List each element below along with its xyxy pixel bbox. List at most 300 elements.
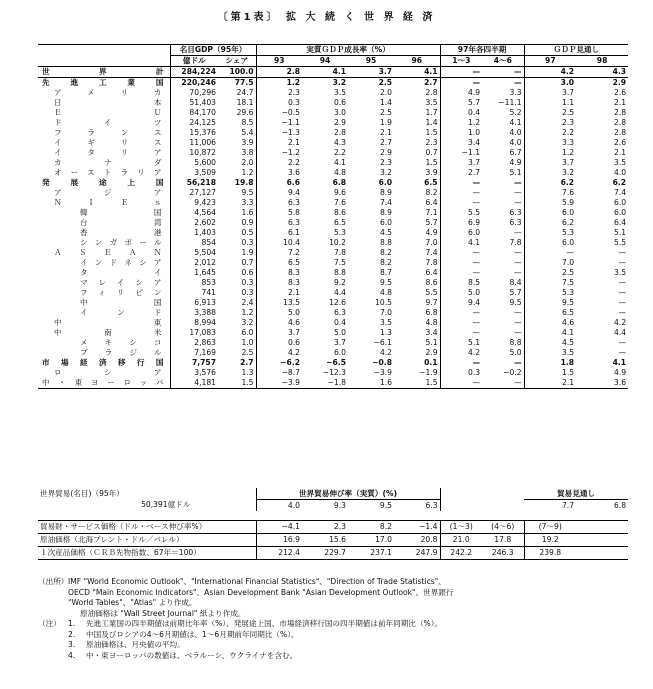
source-label: （出所） — [38, 577, 69, 586]
table-row — [38, 278, 628, 288]
cell-g93: 8.3 — [287, 278, 301, 287]
cell-share: 3.2 — [218, 318, 256, 328]
price-outlook: 19.2 — [524, 534, 576, 547]
cell-o97: 1.1 — [562, 98, 575, 107]
table-row — [38, 198, 628, 208]
cell-g93: 4.6 — [287, 318, 301, 327]
cell-o98: 4.4 — [614, 328, 627, 337]
table-row — [38, 208, 628, 218]
cell-q2: 4.0 — [482, 128, 524, 138]
header-year-95: 95 — [348, 56, 394, 67]
cell-g93: −3.9 — [256, 378, 302, 389]
cell-g93: 6.6 — [286, 178, 301, 187]
cell-o98: 4.0 — [614, 168, 627, 177]
trade-growth-93: 4.0 — [256, 500, 302, 512]
cell-q1: 9.4 — [467, 298, 481, 307]
cell-g95: 7.0 — [379, 308, 393, 317]
row-label: 先進工業国 — [42, 78, 164, 87]
cell-o98: 3.5 — [614, 158, 627, 167]
note-number: 4. — [68, 650, 76, 660]
table-row — [38, 158, 628, 168]
table-row — [38, 218, 628, 228]
cell-g94: 6.0 — [333, 348, 347, 357]
cell-g96: 0.1 — [394, 358, 440, 368]
cell-o97: 6.5 — [562, 308, 575, 317]
cell-g95: −0.8 — [372, 358, 393, 367]
cell-g94: 3.2 — [332, 78, 347, 87]
cell-q2: 7.8 — [482, 238, 524, 248]
cell-gdp: 11,006 — [189, 138, 216, 147]
cell-o98: 4.9 — [614, 368, 627, 377]
header-gdp-unit: 億ドル — [170, 56, 218, 67]
table-row — [38, 178, 628, 188]
cell-g95: 8.7 — [379, 268, 393, 277]
price-row-label: １次産品価格（ＣＲＢ先物指数、67年＝100） — [38, 547, 256, 560]
cell-q1: 1.0 — [467, 128, 481, 137]
cell-o97: 3.0 — [560, 78, 575, 87]
cell-o97: 4.2 — [524, 67, 576, 78]
cell-share: 1.5 — [218, 378, 256, 389]
table-row — [38, 98, 628, 108]
cell-g95: 8.2 — [379, 248, 393, 257]
row-label: 発展途上国 — [42, 178, 164, 187]
cell-o97: 5.9 — [562, 198, 575, 207]
cell-gdp: 17,083 — [189, 328, 216, 337]
cell-g94: 7.6 — [333, 198, 347, 207]
cell-g96: 1.5 — [394, 158, 440, 168]
table-row — [38, 78, 628, 89]
cell-share: 1.3 — [218, 368, 256, 378]
price-row-label: 原油価格（北海ブレント・ドル／バレル） — [38, 534, 256, 547]
cell-q1: — — [472, 328, 481, 337]
cell-share: 1.2 — [218, 308, 256, 318]
source-line: "World Tables"、"Atlas" より作成。 — [68, 598, 197, 607]
cell-g95: 2.3 — [379, 158, 393, 167]
price-94: 15.6 — [302, 534, 348, 547]
cell-gdp: 51,403 — [189, 98, 216, 107]
cell-o98: 2.9 — [612, 78, 627, 87]
cell-g96: 6.5 — [394, 178, 440, 188]
cell-o98: 6.0 — [614, 198, 627, 207]
cell-q1: — — [472, 318, 481, 327]
cell-o97: 3.3 — [562, 138, 575, 147]
cell-g96: 8.2 — [394, 188, 440, 198]
price-96: 20.8 — [394, 534, 440, 547]
trade-growth-95: 9.5 — [379, 500, 392, 510]
cell-g93: 13.5 — [283, 298, 301, 307]
price-row — [38, 521, 628, 534]
cell-g93: 9.4 — [287, 188, 301, 197]
cell-o98: 4.1 — [612, 358, 627, 367]
table-row — [38, 378, 628, 389]
cell-share: 9.5 — [218, 188, 256, 198]
cell-q1: — — [472, 248, 481, 257]
cell-q2: 5.2 — [482, 108, 524, 118]
cell-o98: 7.4 — [614, 188, 627, 197]
cell-q2: 5.1 — [482, 168, 524, 178]
cell-share: 2.0 — [218, 158, 256, 168]
cell-g95: 2.5 — [378, 78, 393, 87]
cell-g96: −1.9 — [394, 368, 440, 378]
cell-g93: 7.2 — [287, 248, 301, 257]
cell-share: 6.0 — [218, 328, 256, 338]
cell-g94: 6.8 — [332, 178, 347, 187]
header-quarter-group: 97年各四半期 — [440, 45, 524, 56]
cell-o98: 2.6 — [614, 138, 627, 147]
cell-o98: 2.1 — [614, 98, 627, 107]
table-row — [38, 328, 628, 338]
table-row — [38, 108, 628, 118]
price-outlook: (7～9) — [524, 521, 576, 534]
cell-share: 1.9 — [218, 248, 256, 258]
note-number: 2. — [68, 629, 76, 639]
price-outlook: 239.8 — [524, 547, 576, 560]
cell-g96: 1.7 — [394, 108, 440, 118]
cell-g93: 2.1 — [287, 288, 301, 297]
cell-share: 1.2 — [218, 168, 256, 178]
cell-o97: — — [566, 248, 575, 257]
source-line: 原油価格は "Wall Street Journal" 紙より作成。 — [80, 608, 246, 618]
cell-g96: 1.4 — [394, 118, 440, 128]
price-q1: 21.0 — [440, 534, 482, 547]
cell-q2: 5.0 — [482, 348, 524, 358]
table-row — [38, 128, 628, 138]
cell-g94: −6.5 — [326, 358, 347, 367]
cell-q1: 6.9 — [467, 218, 481, 227]
cell-g95: 2.1 — [379, 128, 393, 137]
cell-g94: 4.3 — [333, 138, 347, 147]
note-text: 中国及びロシアの4～6月期値は、1～6月期前年同期比（%）。 — [86, 629, 299, 639]
cell-o97: 2.2 — [562, 128, 575, 137]
cell-o97: 1.2 — [562, 148, 575, 157]
cell-q1: 3.7 — [467, 158, 481, 167]
cell-g94: 10.2 — [329, 238, 347, 247]
cell-g93: 8.3 — [287, 268, 301, 277]
cell-o98: — — [618, 258, 627, 267]
cell-g94: 8.6 — [333, 208, 347, 217]
cell-g95: 3.2 — [379, 168, 393, 177]
cell-g94: 8.8 — [333, 268, 347, 277]
cell-q2: — — [482, 248, 524, 258]
row-label: フィリピン — [80, 288, 162, 297]
cell-g95: 2.7 — [379, 138, 393, 147]
cell-g93: 0.3 — [287, 98, 301, 107]
cell-q1: — — [472, 268, 481, 277]
price-93: −4.1 — [256, 521, 302, 534]
row-label: イタリア — [54, 148, 162, 157]
price-q2: 17.8 — [482, 534, 524, 547]
price-96: −1.4 — [394, 521, 440, 534]
table-row — [38, 67, 628, 78]
cell-share: 3.8 — [218, 148, 256, 158]
row-label: 中南米 — [54, 328, 162, 337]
cell-gdp: 854 — [201, 238, 216, 247]
table-row — [38, 248, 628, 258]
table-row — [38, 238, 628, 248]
cell-o97: 6.0 — [562, 238, 575, 247]
table-row — [38, 318, 628, 328]
cell-o98: — — [618, 288, 627, 297]
cell-gdp: 8,994 — [194, 318, 216, 327]
cell-g95: 3.7 — [348, 67, 394, 78]
cell-o97: 7.6 — [562, 188, 575, 197]
note-number: 3. — [68, 640, 76, 649]
cell-g96: 4.9 — [394, 228, 440, 238]
cell-g96: 1.5 — [394, 128, 440, 138]
cell-g96: 3.5 — [394, 98, 440, 108]
row-label: オーストラリア — [54, 168, 162, 177]
cell-q1: — — [472, 308, 481, 317]
trade-table — [38, 488, 628, 511]
notes-section — [38, 577, 638, 661]
cell-g95: 1.3 — [379, 328, 393, 337]
cell-g95: −3.9 — [373, 368, 393, 377]
cell-g96: 2.3 — [394, 138, 440, 148]
cell-o98: 3.6 — [576, 378, 628, 389]
cell-share: 2.7 — [218, 358, 256, 368]
row-label: アメリカ — [54, 88, 162, 97]
cell-g96: 5.5 — [394, 288, 440, 298]
cell-g94: 5.3 — [333, 228, 347, 237]
cell-o97: 6.0 — [562, 208, 575, 217]
cell-share: 1.6 — [218, 208, 256, 218]
table-row — [38, 358, 628, 368]
cell-share: 0.9 — [218, 218, 256, 228]
cell-g95: 4.2 — [379, 348, 393, 357]
cell-gdp: 3,388 — [194, 308, 216, 317]
cell-share: 18.1 — [218, 98, 256, 108]
row-label: 中・東ヨーロッパ — [42, 378, 164, 387]
cell-q1: 4.2 — [467, 348, 481, 357]
cell-q2: 6.3 — [482, 218, 524, 228]
cell-g93: 6.3 — [287, 198, 301, 207]
cell-q2: — — [482, 308, 524, 318]
cell-q2: 8.8 — [482, 338, 524, 348]
cell-share: 0.5 — [218, 228, 256, 238]
cell-share: 77.5 — [218, 78, 256, 89]
cell-g95: 2.0 — [379, 88, 393, 97]
cell-q2: — — [482, 258, 524, 268]
trade-growth-header: 世界貿易伸び率（実質）(%) — [256, 488, 440, 500]
trade-growth-94: 9.3 — [333, 500, 346, 510]
cell-g93: −1.1 — [281, 118, 301, 127]
cell-q2: — — [482, 358, 524, 368]
cell-o98: 2.6 — [614, 88, 627, 97]
header-gdp-share: シェア — [218, 56, 256, 67]
row-label: 香港 — [80, 228, 162, 237]
table-row — [38, 188, 628, 198]
cell-g96: 7.0 — [394, 238, 440, 248]
header-year-93: 93 — [256, 56, 302, 67]
cell-share: 0.3 — [218, 278, 256, 288]
cell-o97: 3.5 — [562, 348, 575, 357]
table-row — [38, 308, 628, 318]
cell-gdp: 6,913 — [194, 298, 216, 307]
cell-g93: 6.5 — [287, 258, 301, 267]
cell-gdp: 2,012 — [194, 258, 216, 267]
cell-gdp: 10,872 — [189, 148, 216, 157]
cell-g95: 2.5 — [379, 108, 393, 117]
cell-q2: — — [482, 228, 524, 238]
table-row — [38, 168, 628, 178]
cell-gdp: 15,376 — [189, 128, 216, 137]
row-label: ＮＩＥｓ — [54, 198, 162, 207]
cell-gdp: 4,564 — [194, 208, 216, 217]
price-93: 16.9 — [256, 534, 302, 547]
cell-q1: 0.3 — [467, 368, 481, 377]
cell-share: 19.8 — [218, 178, 256, 188]
table-row — [38, 88, 628, 98]
cell-o97: 2.5 — [562, 268, 575, 277]
header-q1: 1～3 — [440, 56, 482, 67]
cell-o98: — — [618, 308, 627, 317]
cell-g94: 2.9 — [333, 118, 347, 127]
trade-value: 50,391億ドル — [141, 500, 191, 510]
cell-g95: 10.5 — [375, 298, 393, 307]
price-95: 237.1 — [348, 547, 394, 560]
cell-g93: −0.5 — [281, 108, 301, 117]
cell-g94: 4.4 — [333, 288, 347, 297]
row-label: インド — [80, 308, 162, 317]
cell-g93: 2.1 — [287, 138, 301, 147]
cell-share: 3.9 — [218, 138, 256, 148]
cell-g95: 8.9 — [379, 188, 393, 197]
cell-g93: 2.2 — [287, 158, 301, 167]
trade-growth-96: 6.3 — [394, 500, 440, 512]
row-label: イギリス — [54, 138, 162, 147]
cell-o98: 6.0 — [614, 208, 627, 217]
cell-q2: — — [482, 178, 524, 188]
cell-g96: 4.8 — [394, 318, 440, 328]
cell-g94: 0.4 — [333, 318, 347, 327]
row-label: マレイシア — [80, 278, 162, 287]
trade-outlook-header: 貿易見通し — [524, 488, 628, 500]
cell-g95: 8.2 — [379, 258, 393, 267]
cell-q2: 6.3 — [482, 208, 524, 218]
cell-g94: 4.1 — [302, 67, 348, 78]
cell-g94: 7.5 — [333, 258, 347, 267]
cell-o97: 2.3 — [562, 118, 575, 127]
row-label: 市場経済移行国 — [42, 358, 164, 367]
cell-g94: 9.6 — [333, 188, 347, 197]
cell-g93: 3.6 — [287, 168, 301, 177]
cell-o97: 2.5 — [562, 108, 575, 117]
cell-o97: 5.3 — [562, 228, 575, 237]
main-table-body — [38, 67, 628, 389]
cell-o98: — — [618, 298, 627, 307]
cell-g93: 5.0 — [287, 308, 301, 317]
cell-q1: — — [440, 378, 482, 389]
cell-o98: — — [618, 278, 627, 287]
cell-g96: 8.6 — [394, 278, 440, 288]
cell-q1: −1.1 — [461, 148, 481, 157]
cell-o98: 2.8 — [614, 108, 627, 117]
cell-g93: 3.7 — [287, 328, 301, 337]
note-text: 原油価格は、月央値の平均。 — [86, 640, 185, 649]
row-label: タイ — [80, 268, 162, 277]
cell-g94: 9.2 — [333, 278, 347, 287]
table-row — [38, 288, 628, 298]
cell-g95: 8.8 — [379, 238, 393, 247]
cell-g94: 0.6 — [333, 98, 347, 107]
cell-o98: — — [618, 348, 627, 357]
cell-o98: — — [618, 338, 627, 347]
header-q2: 4～6 — [482, 56, 524, 67]
row-label: アジア — [54, 188, 162, 197]
cell-q1: — — [472, 198, 481, 207]
cell-gdp: 741 — [201, 288, 216, 297]
cell-gdp: 5,504 — [194, 248, 216, 257]
cell-q2: 6.7 — [482, 148, 524, 158]
row-label: インドネシア — [80, 258, 162, 267]
price-93: 212.4 — [256, 547, 302, 560]
cell-gdp: 3,509 — [194, 168, 216, 177]
cell-q1: 5.5 — [467, 208, 481, 217]
price-q2: 246.3 — [482, 547, 524, 560]
cell-q2: 9.5 — [482, 298, 524, 308]
document-title: 〔第1表〕 拡 大 続 く 世 界 経 済 — [217, 12, 436, 23]
cell-g93: 0.6 — [287, 338, 301, 347]
cell-g93: 10.4 — [283, 238, 301, 247]
cell-q2: 3.3 — [482, 88, 524, 98]
cell-gdp: 853 — [201, 278, 216, 287]
cell-g93: 5.8 — [287, 208, 301, 217]
cell-gdp: 56,218 — [186, 178, 216, 187]
cell-o97: 2.1 — [524, 378, 576, 389]
cell-o98: 5.5 — [614, 238, 627, 247]
cell-gdp: 4,181 — [170, 378, 218, 389]
cell-g96: 9.7 — [394, 298, 440, 308]
main-table — [38, 44, 628, 389]
cell-gdp: 2,863 — [194, 338, 216, 347]
row-label: ＥＵ — [54, 108, 162, 117]
cell-o97: 4.6 — [562, 318, 575, 327]
cell-o98: 4.3 — [576, 67, 628, 78]
source-line: IMF "World Economic Outlook"、"International Financial Statistics"、"Direction of Trade Statistics"、 — [68, 577, 446, 586]
cell-gdp: 284,224 — [170, 67, 218, 78]
cell-q1: 5.1 — [467, 338, 481, 347]
cell-g96: 7.1 — [394, 208, 440, 218]
cell-gdp: 24,125 — [189, 118, 216, 127]
cell-o97: 3.7 — [562, 158, 575, 167]
cell-g95: 6.0 — [378, 178, 393, 187]
cell-gdp: 84,170 — [189, 108, 216, 117]
price-row — [38, 534, 628, 547]
header-growth-group: 実質ＧＤＰ成長率（%） — [256, 45, 440, 56]
cell-gdp: 70,296 — [189, 88, 216, 97]
cell-g96: 6.4 — [394, 268, 440, 278]
cell-g93: −8.7 — [281, 368, 301, 377]
header-year-94: 94 — [302, 56, 348, 67]
cell-o97: 7.0 — [562, 258, 575, 267]
price-row-label: 貿易財・サービス価格（ドル・ベース伸び率%） — [38, 521, 256, 534]
cell-q2: — — [482, 318, 524, 328]
cell-q2: — — [482, 67, 524, 78]
row-label: 中東 — [54, 318, 162, 327]
header-outlook-97: 97 — [524, 56, 576, 67]
cell-o97: 3.2 — [562, 168, 575, 177]
cell-g93: 1.2 — [286, 78, 301, 87]
row-label: 日本 — [54, 98, 162, 107]
cell-g93: 2.8 — [256, 67, 302, 78]
cell-share: 29.6 — [218, 108, 256, 118]
table-row — [38, 338, 628, 348]
cell-g94: 12.6 — [329, 298, 347, 307]
cell-gdp: 220,246 — [181, 78, 216, 87]
cell-gdp: 7,169 — [194, 348, 216, 357]
cell-g94: 5.0 — [333, 328, 347, 337]
cell-g95: 1.6 — [348, 378, 394, 389]
